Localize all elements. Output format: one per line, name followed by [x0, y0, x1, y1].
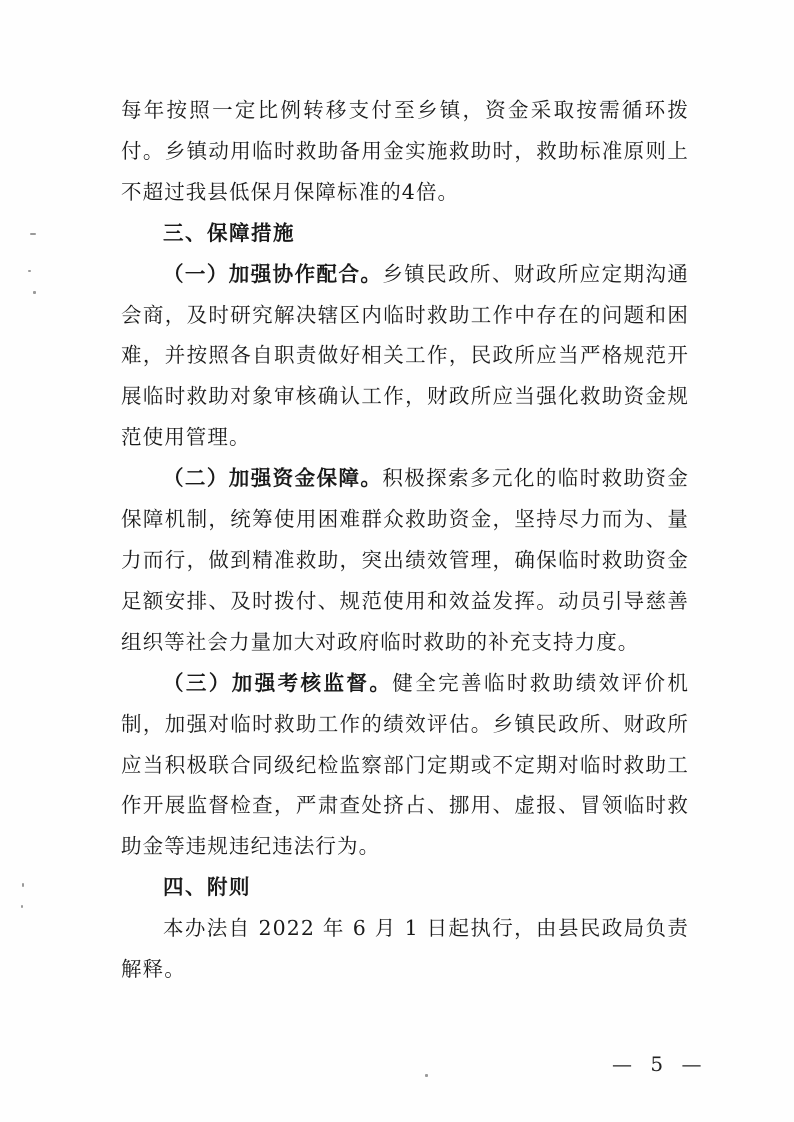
scan-speck	[21, 905, 23, 908]
scan-speck	[22, 883, 24, 887]
section-heading-supplementary: 四、附则	[163, 875, 251, 900]
paragraph-funding-transfer: 每年按照一定比例转移支付至乡镇，资金采取按需循环拨付。乡镇动用临时救助备用金实施救助时，救助标准原则上不超过我县低保月保障标准的4倍。	[121, 98, 689, 204]
paragraph-coordination-body: 乡镇民政所、财政所应定期沟通会商，及时研究解决辖区内临时救助工作中存在的问题和困难，并按照各自职责做好相关工作，民政所应当严格规范开展临时救助对象审核确认工作，财政所应当强化救助资金规范使用管理。	[121, 261, 690, 450]
page-number: — 5 —	[612, 1052, 708, 1076]
body-text	[121, 90, 689, 990]
subheading-coordination: （一）加强协作配合。	[163, 261, 383, 286]
scan-speck	[33, 291, 36, 294]
section-heading-safeguards: 三、保障措施	[163, 220, 295, 245]
scan-speck	[425, 1074, 428, 1077]
paragraph-coordination	[121, 254, 689, 459]
scan-speck	[30, 233, 36, 235]
paragraph-supervision	[121, 663, 689, 868]
paragraph-supervision-body: 健全完善临时救助绩效评价机制，加强对临时救助工作的绩效评估。乡镇民政所、财政所应当积极联合同级纪检监察部门定期或不定期对临时救助工作开展监督检查，严肃查处挤占、挪用、虚报、冒领临时救助金等违规违纪违法行为。	[121, 670, 690, 859]
subheading-funding-guarantee: （二）加强资金保障。	[163, 466, 383, 491]
paragraph-funding-guarantee	[121, 458, 689, 663]
scan-speck	[28, 270, 31, 272]
paragraph-effective-date: 本办法自 2022 年 6 月 1 日起执行，由县民政局负责解释。	[121, 916, 689, 982]
subheading-supervision: （三）加强考核监督。	[163, 670, 393, 695]
paragraph-funding-guarantee-body: 积极探索多元化的临时救助资金保障机制，统筹使用困难群众救助资金，坚持尽力而为、量力而行，做到精准救助，突出绩效管理，确保临时救助资金足额安排、及时拨付、规范使用和效益发挥。动员引导慈善组织等社会力量加大对政府临时救助的补充支持力度。	[121, 466, 690, 654]
